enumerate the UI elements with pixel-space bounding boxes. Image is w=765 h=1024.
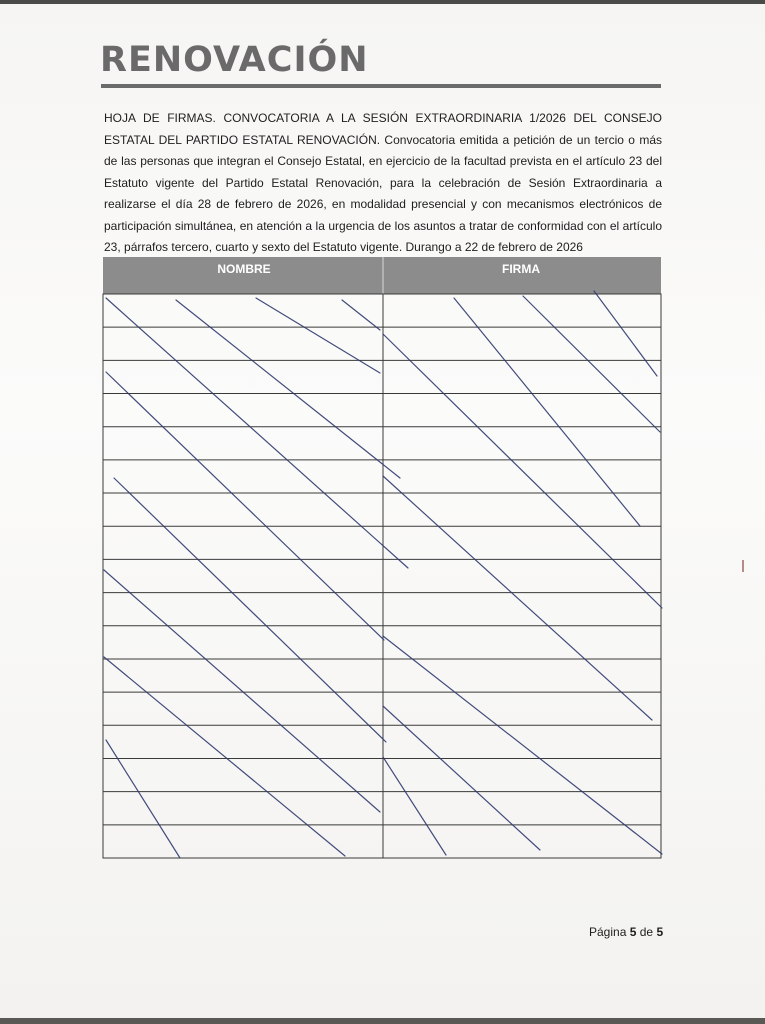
page-word: Página (589, 925, 627, 939)
strike-line (454, 298, 640, 526)
strike-line (106, 372, 384, 640)
ink-mark (742, 560, 744, 572)
strike-line (342, 300, 380, 330)
strike-line (523, 296, 660, 432)
of-word: de (639, 925, 654, 939)
table-header-band (103, 257, 661, 294)
party-logo-text: RENOVACIÓN (100, 40, 369, 80)
strike-line (256, 298, 380, 373)
scan-bottom-edge (0, 1018, 765, 1024)
strike-line (383, 706, 540, 850)
table-border (103, 294, 661, 858)
column-header-firma: FIRMA (502, 262, 540, 276)
strike-line (104, 657, 345, 856)
page-number (589, 925, 663, 939)
strike-line (383, 476, 652, 720)
strike-line (594, 291, 657, 376)
strike-line (106, 298, 408, 568)
total-pages: 5 (656, 925, 664, 939)
current-page: 5 (629, 925, 637, 939)
strike-line (106, 740, 180, 858)
intro-paragraph: HOJA DE FIRMAS. CONVOCATORIA A LA SESIÓN EXTRAORDINARIA 1/2026 DEL CONSEJO ESTATAL DEL PARTIDO ESTATAL RENOVACIÓN. Convocatoria emitida a petición de un tercio o más de las personas que integran el Consejo Estatal, en ejercicio de la facultad prevista en el artículo 23 del Estatuto vigente del Partido Estatal Renovación, para la celebración de Sesión Extraordinaria a realizarse el día 28 de febrero de 2026, en modalidad presencial y con mecanismos electrónicos de participación simultánea, en atención a la urgencia de los asuntos a tratar de conformidad con el artículo 23, párrafos tercero, cuarto y sexto del Estatuto vigente. Durango a 22 de febrero de 2026 (104, 111, 662, 254)
column-header-nombre: NOMBRE (217, 262, 271, 276)
strike-line (114, 478, 386, 742)
strike-line (383, 757, 446, 855)
strike-line (383, 334, 662, 608)
